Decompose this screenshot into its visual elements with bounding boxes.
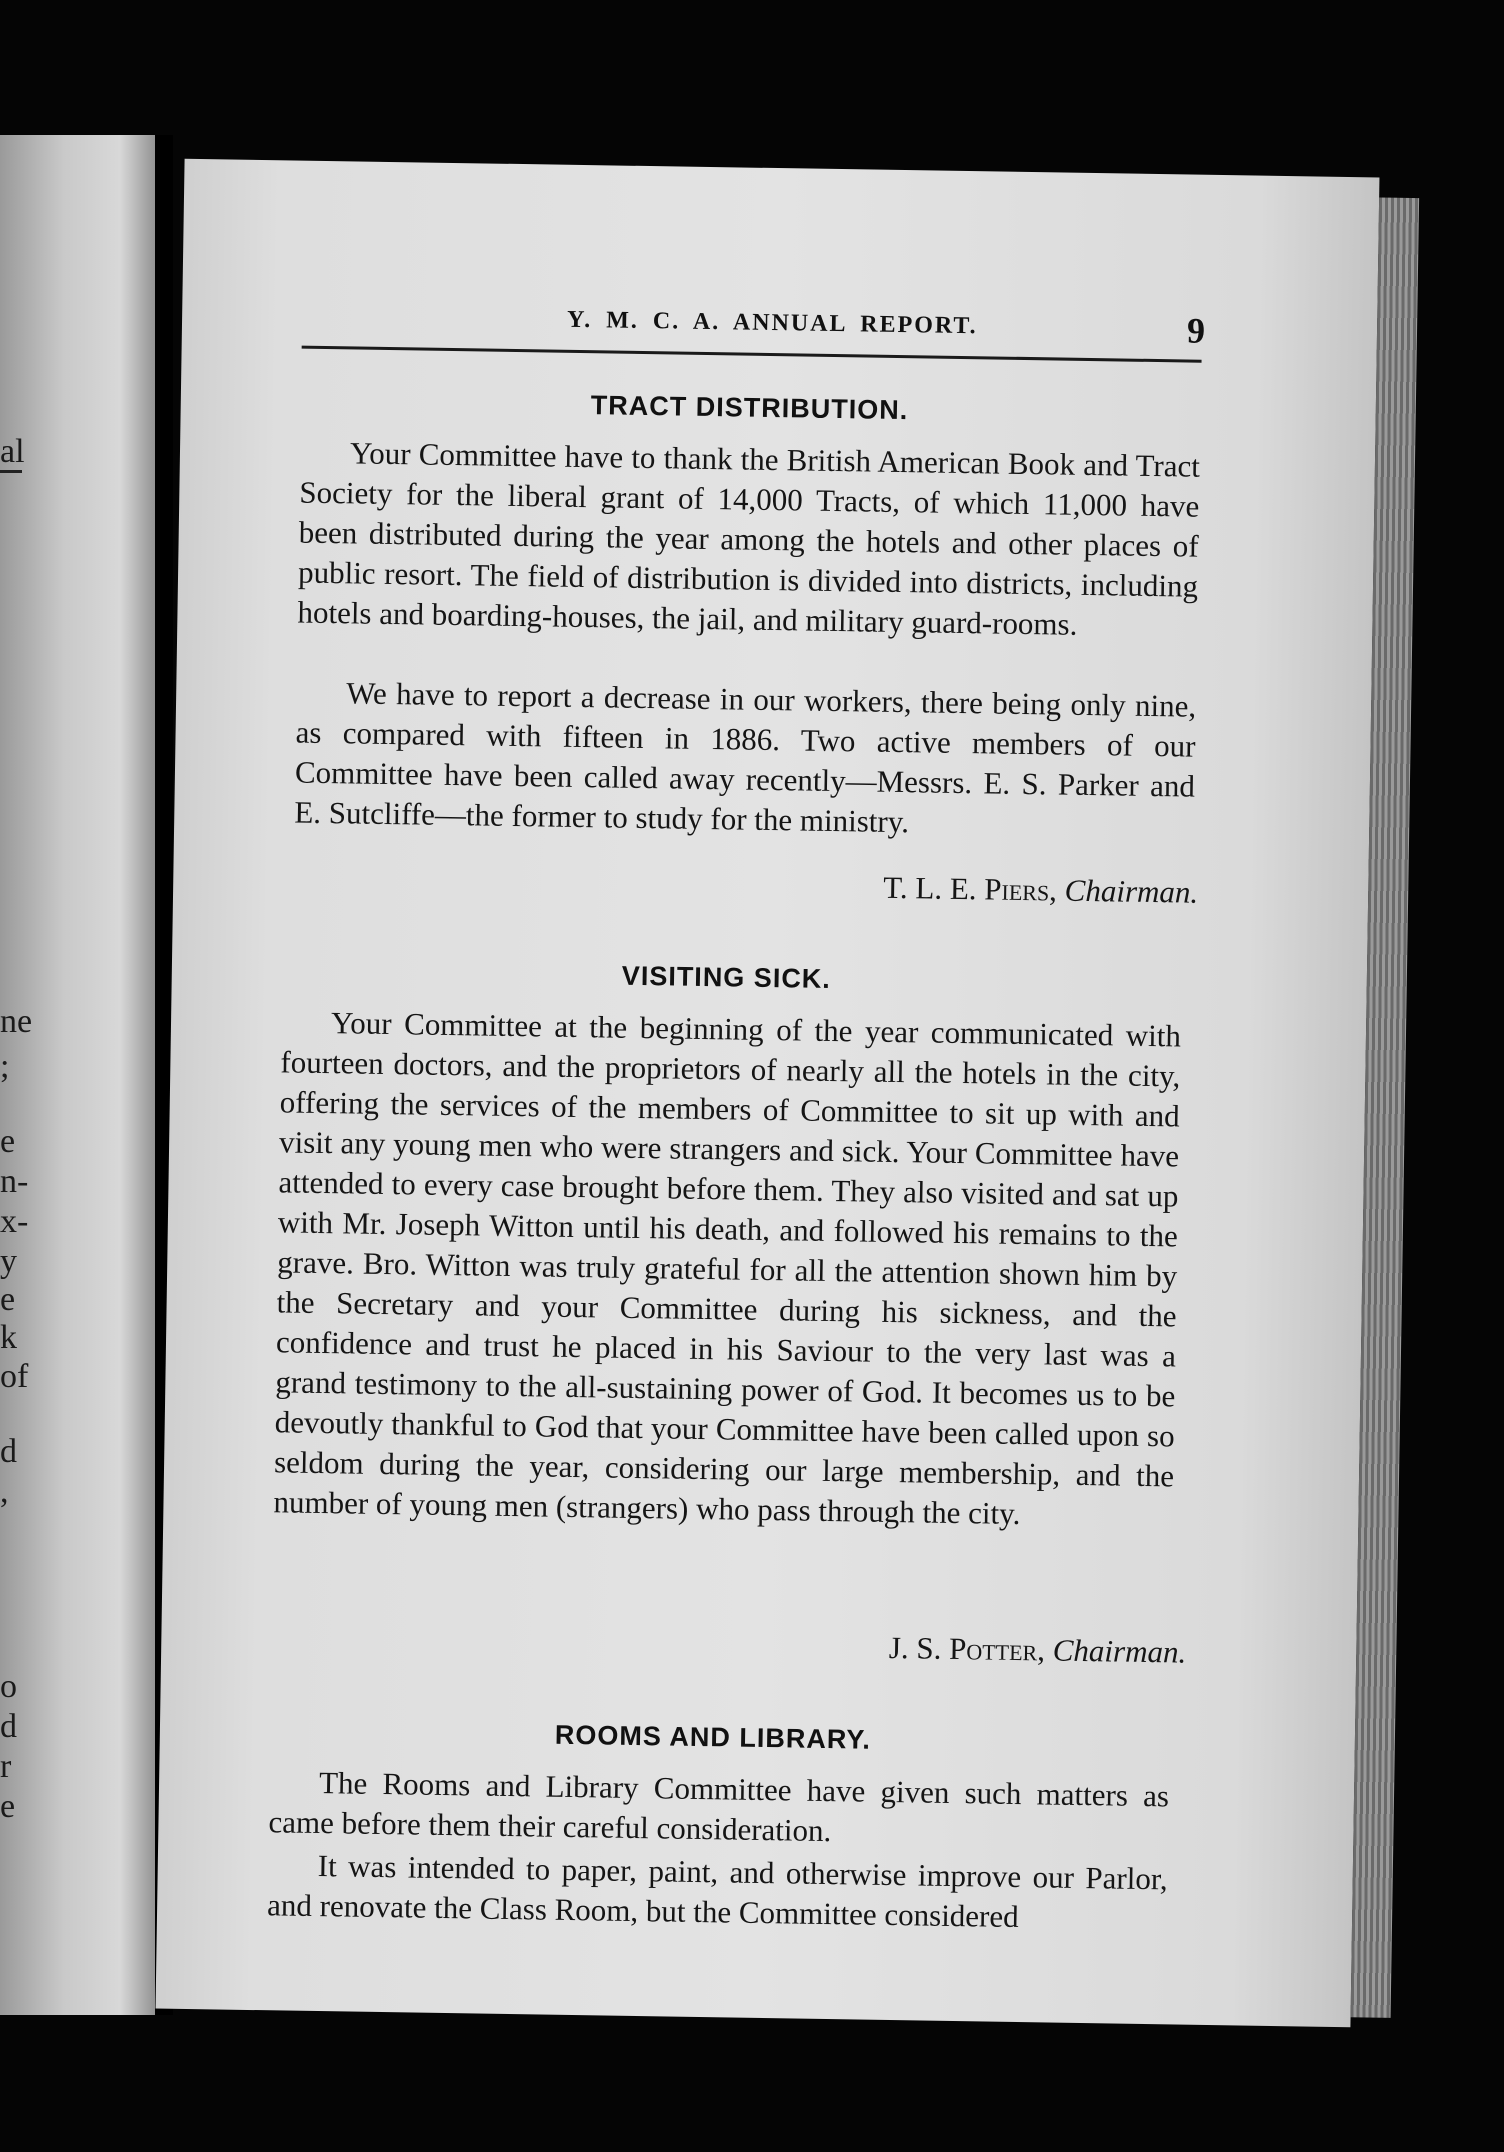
text-fragment: d [0,1708,17,1745]
text-fragment: y [0,1243,17,1280]
header-rule [302,346,1202,363]
text-fragment: ; [0,1048,10,1085]
text-fragment: o [0,1668,17,1705]
text-fragment: of [0,1358,29,1395]
previous-page-fragment [0,135,160,2015]
text-fragment: e [0,1281,16,1318]
text-fragment: ne [0,1003,33,1040]
rooms-library-paragraph-2: It was intended to paper, paint, and otherwise improve our Parlor, and renovate the Class Room, but the Committee considered [266,1848,1168,1935]
text-fragment: d [0,1433,17,1470]
report-page [156,159,1380,2028]
visiting-sick-signature [889,1630,1187,1671]
page-stack-edge [1351,197,1420,2017]
section-title-rooms-and-library: ROOMS AND LIBRARY. [554,1719,872,1755]
tract-distribution-signature [883,870,1198,911]
signatory-name: J. S. Potter, [888,1629,1046,1668]
text-fragment: , [0,1473,9,1510]
text-fragment: r [0,1748,12,1785]
text-fragment: x- [0,1203,29,1240]
page-number: 9 [1186,310,1206,351]
signatory-name: T. L. E. Piers, [883,869,1058,908]
signatory-role: Chairman. [1052,1632,1187,1670]
text-fragment: k [0,1319,17,1356]
text-fragment: e [0,1788,16,1825]
tract-distribution-paragraph-1: Your Committee have to thank the British American Book and Tract Society for the liberal grant of 14,000 Tracts, of which 11,000 have been distributed during the year among the hotels and other places of public resort. The field of distribution is divided into districts, including hotels and boarding-houses, the jail, and military guard-rooms. [297,435,1201,642]
section-title-visiting-sick: VISITING SICK. [621,960,832,994]
tract-distribution-paragraph-2: We have to report a decrease in our workers, there being only nine, as compared with fifteen in 1886. Two active members of our Committee have been called away recently—Messrs. E. S. Parker and E. Sutcliffe—the former to study for the ministry. [294,675,1197,840]
section-title-tract-distribution: TRACT DISTRIBUTION. [590,390,909,426]
text-fragment: n- [0,1163,29,1200]
text-fragment: e [0,1123,16,1160]
running-head: Y. M. C. A. ANNUAL REPORT. [566,306,978,340]
text-fragment: al [0,433,25,470]
signatory-role: Chairman. [1064,872,1199,910]
previous-page-text-fragments [0,135,33,2015]
rooms-library-paragraph-1: The Rooms and Library Committee have given such matters as came before them their careful consideration. [268,1765,1170,1849]
visiting-sick-paragraph-1: Your Committee at the beginning of the year communicated with fourteen doctors, and the proprietors of nearly all the hotels in the city, offering the services of the members of Committee to sit up with and visit any young men who were strangers and sick. Your Committee have attended to every case brought before them. They also visited and sat up with Mr. Joseph Witton until his death, and followed his remains to the grave. Bro. Witton was truly grateful for all the attention shown him by the Secretary and your Committee during his sickness, and the confidence and trust he placed in his Saviour to the very last was a grand testimony to the all-sustaining power of God. It becomes us to be devoutly thankful to God that your Committee have been called upon so seldom during the year, considering our large membership, and the number of young men (strangers) who pass through the city. [273,1005,1182,1532]
